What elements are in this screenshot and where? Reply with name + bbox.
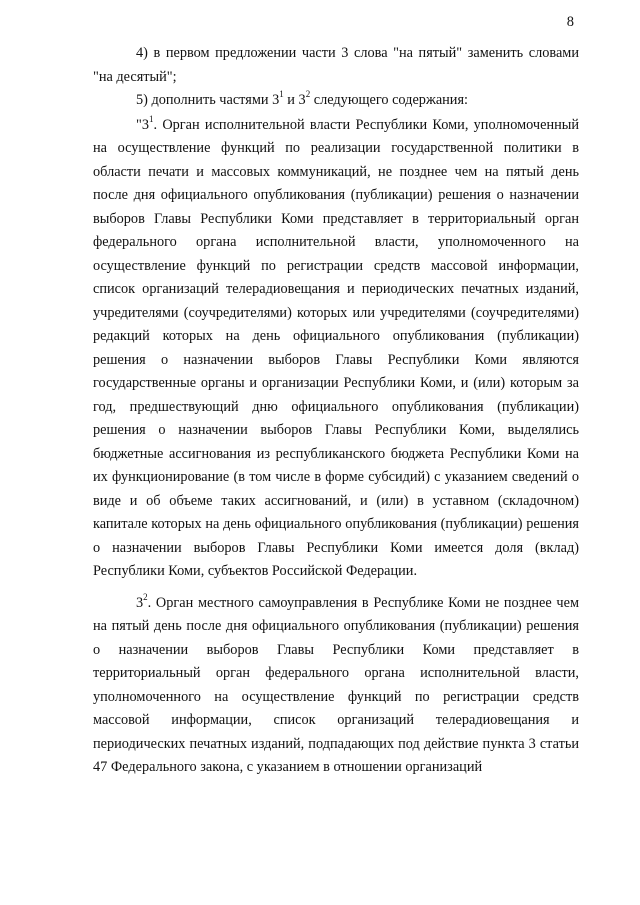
item-5-text-after: следующего содержания:	[310, 92, 469, 108]
part-3-2-number: 3	[136, 594, 144, 611]
item-5-text-middle: и 3	[283, 92, 306, 108]
paragraph-item-4-text: 4) в первом предложении части 3 слова "на пятый" заменить словами "на десятый";	[93, 45, 579, 85]
item-5-superscript-2: 2	[305, 89, 311, 100]
item-5-text-before: 5) дополнить частями 3	[136, 92, 280, 108]
paragraph-item-4	[93, 42, 579, 89]
part-3-1-number: "3	[136, 116, 149, 133]
part-3-2-text: . Орган местного самоуправления в Республике Коми не позднее чем на пятый день после дня официального опубликования (публикации) решения о назначении выборов Главы Республики Коми представляет в территориальный орган федерального органа исполнительной власти, уполномоченного на осуществление функций по регистрации средств массовой информации, список организаций телерадиовещания и периодических печатных изданий, подпадающих под действие пункта 3 статьи 47 Федерального закона, с указанием в отношении организаций	[93, 594, 579, 775]
page-number: 8	[566, 14, 574, 30]
item-5-superscript-1: 1	[279, 89, 284, 100]
part-3-1-superscript: 1	[149, 113, 154, 124]
part-3-2-superscript: 2	[143, 591, 148, 602]
paragraph-item-5	[93, 89, 579, 113]
paragraph-part-3-1	[93, 114, 579, 584]
part-3-1-text: . Орган исполнительной власти Республики Коми, уполномоченный на осуществление функций по реализации государственной политики в области печати и массовых коммуникаций, не позднее чем на пятый день после дня официального опубликования (публикации) решения о назначении выборов Главы Республики Коми представляет в территориальный орган федерального органа исполнительной власти, уполномоченного на осуществление функций по регистрации средств массовой информации, список организаций телерадиовещания и периодических печатных изданий, учредителями (соучредителями) которых или учредителями (соучредителями) редакций которых на день официального опубликования (публикации) решения о назначении выборов Главы Республики Коми являются государственные органы и организации Республики Коми, и (или) которым за год, предшествующий дню официального опубликования (публикации) решения о назначении выборов Главы Республики Коми, выделялись бюджетные ассигнования из республиканского бюджета Республики Коми на их функционирование (в том числе в форме субсидий) с указанием сведений о виде и об объеме таких ассигнований, и (или) в уставном (складочном) капитале которых на день официального опубликования (публикации) решения о назначении выборов Главы Республики Коми имеется доля (вклад) Республики Коми, субъектов Российской Федерации.	[93, 116, 579, 579]
paragraph-part-3-2	[93, 592, 579, 780]
document-body	[93, 42, 579, 780]
